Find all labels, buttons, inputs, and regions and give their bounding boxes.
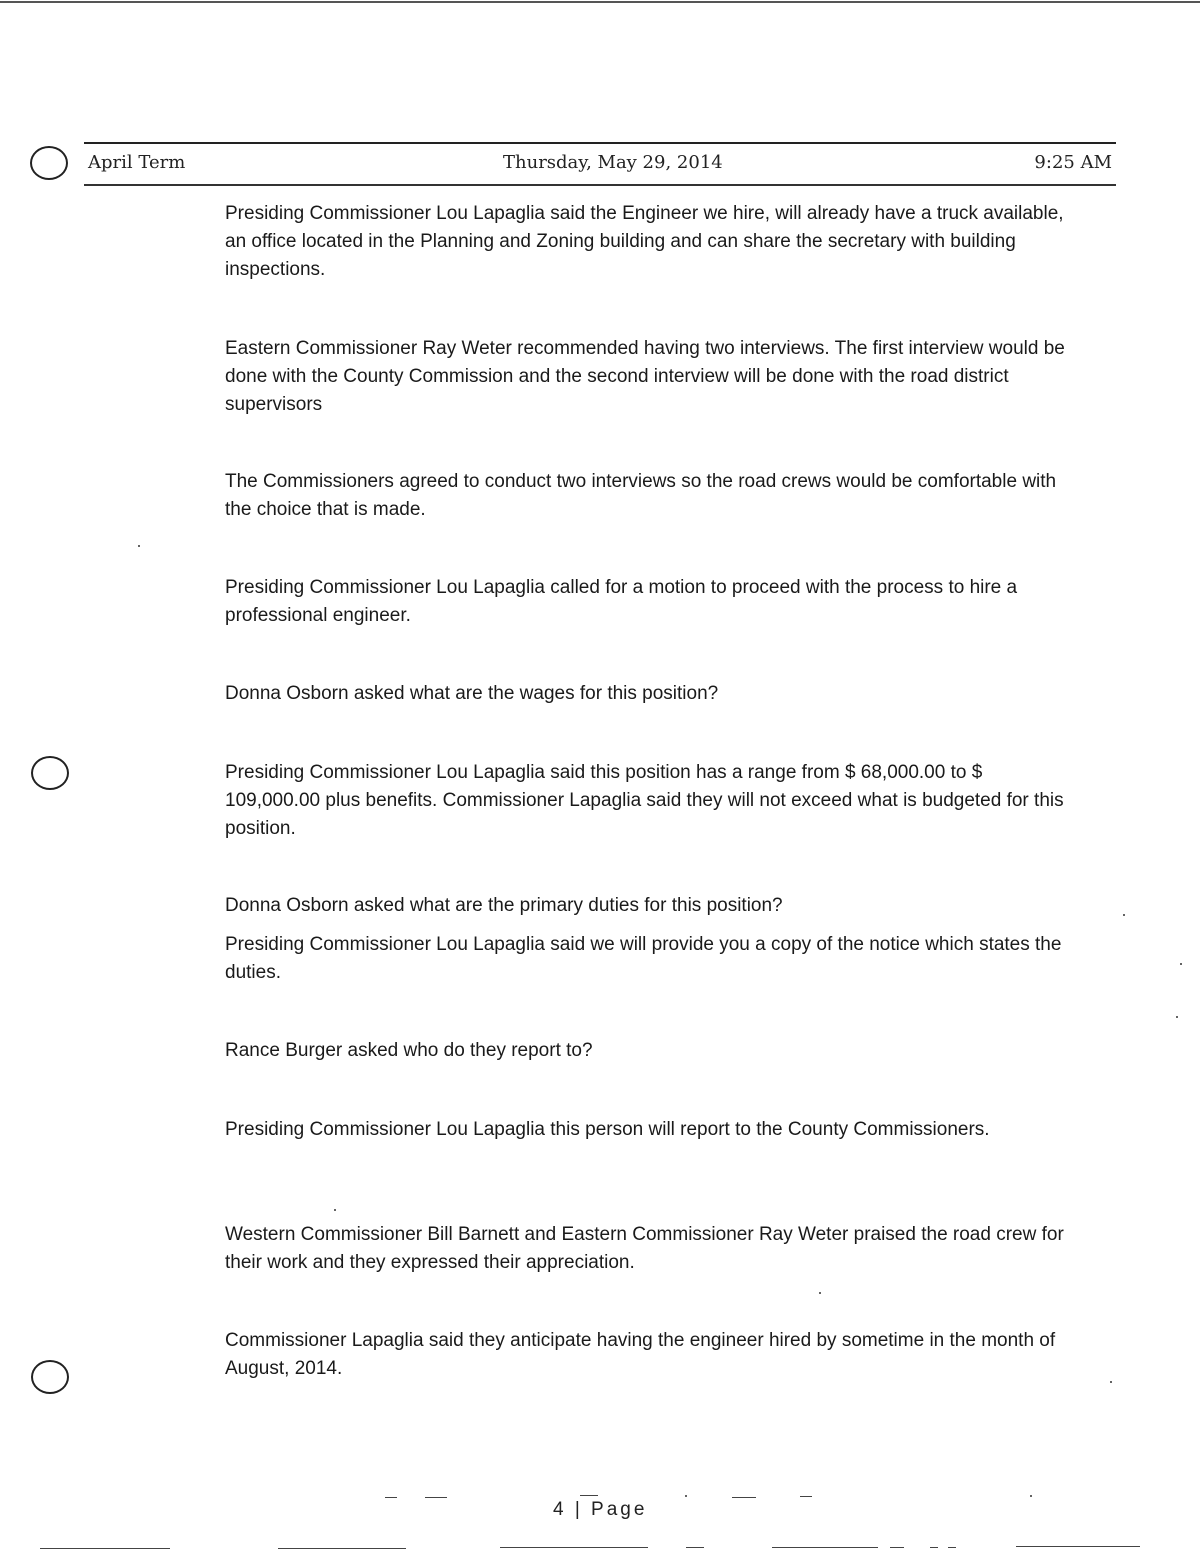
scan-dot (1176, 1016, 1178, 1018)
paragraph: Eastern Commissioner Ray Weter recommended having two interviews. The first interview would be done with the County Commission and the second interview will be done with the road district supervisors (225, 338, 1065, 415)
paragraph: Donna Osborn asked what are the wages for this position? (225, 683, 719, 704)
paragraph: Presiding Commissioner Lou Lapaglia said the Engineer we hire, will already have a truck available, an office located in the Planning and Zoning building and can share the secretary with building inspections. (225, 203, 1064, 280)
scan-mark (800, 1496, 812, 1497)
scan-dot (138, 545, 140, 547)
scan-dot (334, 1209, 336, 1211)
scan-mark (500, 1547, 648, 1548)
binder-hole-top (30, 146, 68, 180)
header-term: April Term (88, 152, 186, 173)
header-rule-bottom (84, 184, 1116, 186)
scan-mark (930, 1547, 938, 1548)
scan-mark (686, 1547, 704, 1548)
scan-mark (40, 1548, 170, 1549)
scan-dot (1123, 914, 1125, 916)
scan-edge-line (0, 1, 1200, 3)
paragraph: Presiding Commissioner Lou Lapaglia called for a motion to proceed with the process to hire a professional engineer. (225, 577, 1018, 626)
scan-mark (278, 1548, 406, 1549)
paragraph: Commissioner Lapaglia said they anticipate having the engineer hired by sometime in the month of August, 2014. (225, 1330, 1056, 1379)
page-number: 4 | Page (553, 1499, 648, 1520)
scan-mark (948, 1547, 956, 1548)
paragraph: The Commissioners agreed to conduct two interviews so the road crews would be comfortable with the choice that is made. (225, 471, 1057, 520)
scan-mark (425, 1497, 447, 1498)
scan-dot (1030, 1495, 1032, 1497)
scan-dot (685, 1495, 687, 1497)
paragraph: Rance Burger asked who do they report to? (225, 1040, 593, 1061)
scan-mark (385, 1497, 397, 1498)
scan-dot (819, 1292, 821, 1294)
binder-hole-middle (31, 756, 69, 790)
paragraph: Western Commissioner Bill Barnett and Eastern Commissioner Ray Weter praised the road crew for their work and they expressed their appreciation. (225, 1224, 1064, 1273)
scan-mark (1016, 1546, 1140, 1547)
scan-mark (732, 1497, 756, 1498)
header-time: 9:25 AM (1034, 152, 1112, 173)
header-date: Thursday, May 29, 2014 (503, 152, 723, 173)
header-rule-top (84, 142, 1116, 144)
paragraph: Presiding Commissioner Lou Lapaglia this person will report to the County Commissioners. (225, 1119, 990, 1140)
paragraph: Donna Osborn asked what are the primary duties for this position? (225, 895, 783, 916)
paragraph: Presiding Commissioner Lou Lapaglia said this position has a range from $ 68,000.00 to $ 109,000.00 plus benefits. Commissioner Lapaglia said they will not exceed what is budgeted for this position. (225, 762, 1064, 839)
scan-mark (580, 1495, 598, 1496)
binder-hole-bottom (31, 1360, 69, 1394)
scan-dot (1110, 1381, 1112, 1383)
scan-mark (890, 1547, 904, 1548)
scan-dot (1180, 963, 1182, 965)
scan-mark (772, 1547, 878, 1548)
paragraph: Presiding Commissioner Lou Lapaglia said we will provide you a copy of the notice which states the duties. (225, 934, 1062, 983)
